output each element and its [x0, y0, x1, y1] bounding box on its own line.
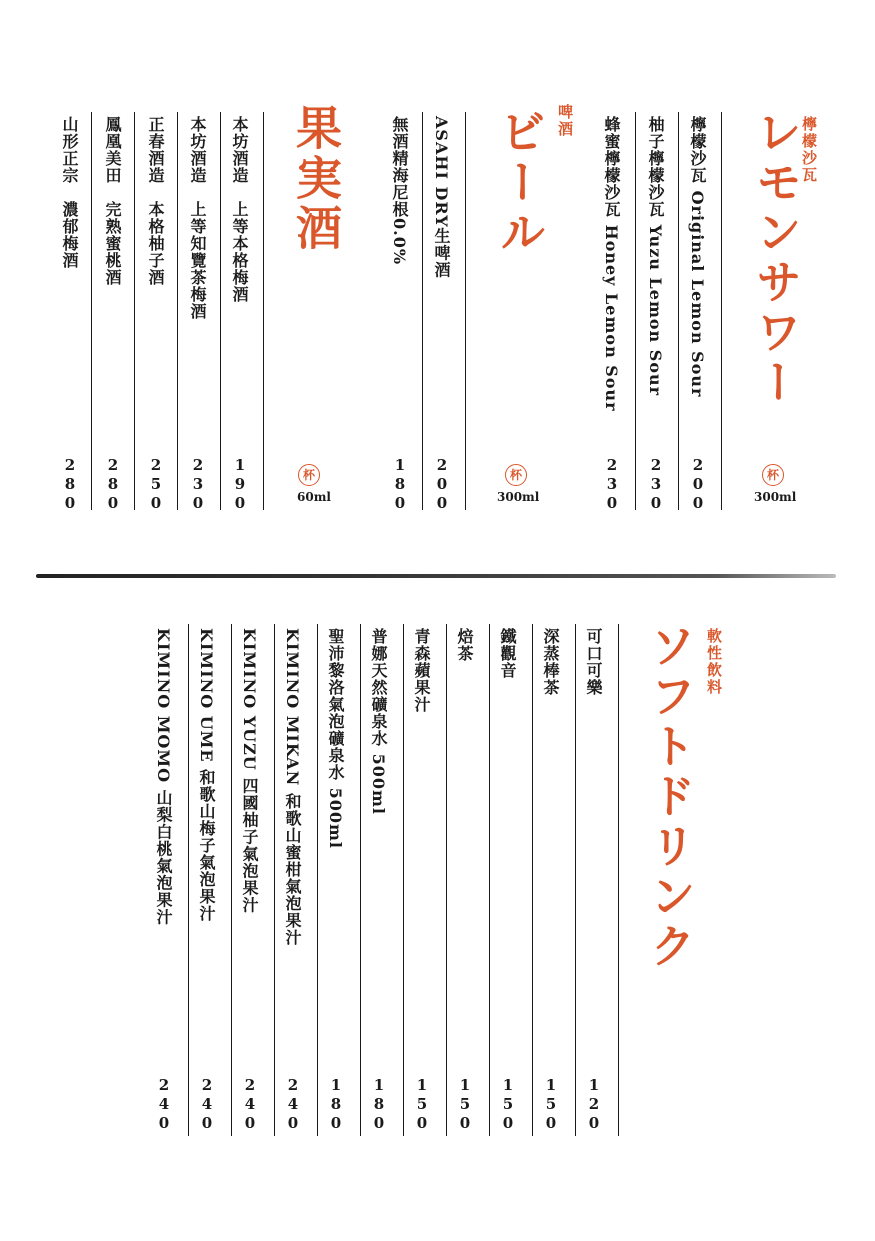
menu-item-price: 180	[370, 1076, 388, 1133]
menu-item-name: ASAHI DRY生啤酒	[432, 116, 451, 279]
menu-item-name: 正春酒造 本格柚子酒	[146, 116, 165, 286]
menu-item-price: 240	[155, 1076, 173, 1133]
cup-icon: 杯	[762, 464, 784, 486]
menu-item-price: 280	[104, 456, 122, 513]
beer-subtitle: 啤酒	[556, 104, 574, 138]
menu-item-name: 無酒精海尼根0.0%	[390, 116, 409, 266]
cup-icon: 杯	[298, 464, 320, 486]
menu-item-name: 本坊酒造 上等本格梅酒	[230, 116, 249, 303]
item-divider	[360, 624, 361, 1136]
item-divider	[635, 112, 636, 510]
menu-item-price: 180	[327, 1076, 345, 1133]
item-divider	[446, 624, 447, 1136]
menu-item-name: 山形正宗 濃郁梅酒	[60, 116, 79, 269]
menu-item-name: 普娜天然礦泉水 500ml	[369, 628, 388, 815]
menu-item-name: 鐵觀音	[498, 628, 517, 679]
menu-item-name: KIMINO MOMO 山梨白桃氣泡果汁	[154, 628, 173, 926]
item-divider	[220, 112, 221, 510]
menu-item-name: KIMINO UME 和歌山梅子氣泡果汁	[197, 628, 216, 923]
menu-item-price: 150	[542, 1076, 560, 1133]
item-divider	[721, 112, 722, 510]
menu-item-price: 150	[413, 1076, 431, 1133]
menu-item-price: 150	[456, 1076, 474, 1133]
menu-item-price: 240	[241, 1076, 259, 1133]
fruit-wine-volume: 60ml	[297, 490, 331, 504]
menu-item-price: 230	[647, 456, 665, 513]
item-divider	[134, 112, 135, 510]
item-divider	[188, 624, 189, 1136]
menu-item-name: KIMINO YUZU 四國柚子氣泡果汁	[240, 628, 259, 914]
menu-item-name: 檸檬沙瓦 Original Lemon Sour	[688, 116, 707, 398]
item-divider	[177, 112, 178, 510]
item-divider	[465, 112, 466, 510]
menu-item-name: 可口可樂	[584, 628, 603, 696]
item-divider	[575, 624, 576, 1136]
beer-title: ビール	[493, 108, 547, 258]
menu-item-price: 200	[433, 456, 451, 513]
item-divider	[403, 624, 404, 1136]
item-divider	[489, 624, 490, 1136]
menu-item-price: 280	[61, 456, 79, 513]
menu-item-price: 240	[284, 1076, 302, 1133]
lemon-sour-volume: 300ml	[754, 490, 797, 504]
fruit-wine-title: 果実酒	[289, 104, 343, 254]
menu-item-name: 深蒸棒茶	[541, 628, 560, 696]
item-divider	[678, 112, 679, 510]
soft-drinks-title: ソフトドリンク	[643, 622, 697, 972]
menu-item-price: 180	[391, 456, 409, 513]
menu-item-name: KIMINO MIKAN 和歌山蜜柑氣泡果汁	[283, 628, 302, 946]
cup-icon: 杯	[505, 464, 527, 486]
menu-item-price: 150	[499, 1076, 517, 1133]
menu-item-price: 230	[603, 456, 621, 513]
menu-item-name: 鳳凰美田 完熟蜜桃酒	[103, 116, 122, 286]
item-divider	[422, 112, 423, 510]
lemon-sour-title: レモンサワー	[749, 108, 803, 408]
beer-volume: 300ml	[497, 490, 540, 504]
menu-item-name: 聖沛黎洛氣泡礦泉水 500ml	[326, 628, 345, 849]
menu-item-name: 青森蘋果汁	[412, 628, 431, 713]
item-divider	[274, 624, 275, 1136]
menu-item-name: 柚子檸檬沙瓦 Yuzu Lemon Sour	[646, 116, 665, 397]
lemon-sour-subtitle: 檸檬沙瓦	[800, 116, 818, 184]
menu-item-name: 焙茶	[455, 628, 474, 662]
menu-item-price: 250	[147, 456, 165, 513]
menu-item-name: 蜂蜜檸檬沙瓦 Honey Lemon Sour	[602, 116, 621, 412]
menu-item-price: 200	[689, 456, 707, 513]
item-divider	[91, 112, 92, 510]
item-divider	[231, 624, 232, 1136]
item-divider	[317, 624, 318, 1136]
menu-item-price: 240	[198, 1076, 216, 1133]
menu-item-price: 190	[231, 456, 249, 513]
menu-item-name: 本坊酒造 上等知覽茶梅酒	[188, 116, 207, 320]
item-divider	[532, 624, 533, 1136]
item-divider	[618, 624, 619, 1136]
soft-drinks-subtitle: 軟性飲料	[705, 628, 723, 696]
section-divider	[36, 574, 836, 578]
menu-item-price: 230	[189, 456, 207, 513]
item-divider	[263, 112, 264, 510]
menu-item-price: 120	[585, 1076, 603, 1133]
